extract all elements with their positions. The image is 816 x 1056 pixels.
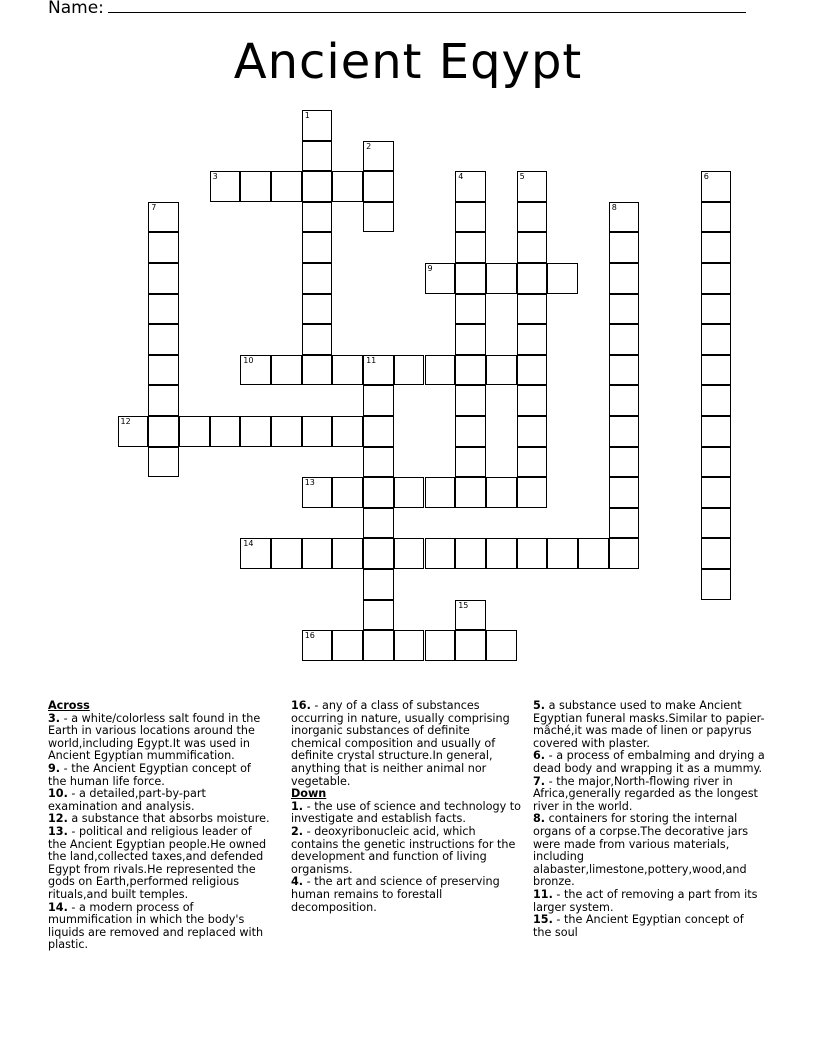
clue-item (291, 801, 521, 826)
clue-number: 10 (243, 355, 254, 365)
grid-cell[interactable] (302, 263, 333, 294)
grid-cell[interactable] (302, 141, 333, 172)
grid-cell[interactable] (148, 447, 179, 478)
grid-cell[interactable] (609, 477, 640, 508)
clue-section-header: Across (48, 699, 90, 712)
grid-cell[interactable] (363, 600, 394, 631)
grid-cell[interactable] (455, 263, 486, 294)
grid-cell[interactable] (455, 600, 486, 631)
grid-cell[interactable] (148, 232, 179, 263)
grid-cell[interactable] (332, 630, 363, 661)
grid-cell[interactable] (701, 263, 732, 294)
grid-cell[interactable] (425, 630, 456, 661)
clues-column-3 (533, 700, 765, 939)
clue-item (48, 788, 270, 813)
clue-item-text: - the art and science of preserving human remains to forestall decomposition. (291, 875, 500, 914)
grid-cell[interactable] (455, 294, 486, 325)
grid-cell[interactable] (455, 416, 486, 447)
grid-cell[interactable] (363, 508, 394, 539)
grid-cell[interactable] (609, 447, 640, 478)
grid-cell[interactable] (148, 355, 179, 386)
grid-cell[interactable] (302, 110, 333, 141)
clue-item-text: - the Ancient Egyptian concept of the soul (533, 913, 744, 939)
grid-cell[interactable] (148, 385, 179, 416)
grid-cell[interactable] (517, 263, 548, 294)
page-title: Ancient Eqypt (233, 34, 583, 90)
clue-item-number: 1. (291, 799, 304, 813)
clue-item-number: 2. (291, 824, 304, 838)
grid-cell[interactable] (302, 538, 333, 569)
clue-item-number: 5. (533, 699, 546, 712)
grid-cell[interactable] (609, 416, 640, 447)
clue-item-text: - the Ancient Egyptian concept of the human life force. (48, 761, 251, 788)
grid-cell[interactable] (302, 232, 333, 263)
clue-item (533, 889, 765, 914)
clue-number: 9 (427, 264, 433, 273)
clue-item-text: - a modern process of mummification in which the body's liquids are removed and replaced with plastic. (48, 900, 264, 952)
grid-cell[interactable] (240, 538, 271, 569)
grid-cell[interactable] (425, 538, 456, 569)
grid-cell[interactable] (455, 324, 486, 355)
grid-cell[interactable] (455, 232, 486, 263)
clue-item (48, 713, 270, 763)
grid-cell[interactable] (425, 355, 456, 386)
grid-cell[interactable] (517, 202, 548, 233)
clue-number: 4 (458, 172, 464, 182)
grid-cell[interactable] (271, 171, 302, 202)
clue-section-header: Down (291, 787, 327, 801)
grid-cell[interactable] (701, 324, 732, 355)
clue-number: 5 (519, 172, 525, 182)
clue-item-number: 3. (48, 711, 61, 725)
grid-cell[interactable] (210, 171, 241, 202)
clue-item-number: 15. (533, 913, 553, 927)
grid-cell[interactable] (486, 355, 517, 386)
grid-cell[interactable] (547, 263, 578, 294)
clue-number: 11 (366, 355, 377, 365)
grid-cell[interactable] (455, 477, 486, 508)
grid-cell[interactable] (547, 538, 578, 569)
grid-cell[interactable] (455, 447, 486, 478)
grid-cell[interactable] (701, 385, 732, 416)
grid-cell[interactable] (609, 202, 640, 233)
clue-item-number: 13. (48, 824, 68, 838)
grid-cell[interactable] (701, 508, 732, 539)
clue-number: 2 (366, 141, 372, 151)
grid-cell[interactable] (271, 355, 302, 386)
grid-cell[interactable] (609, 385, 640, 416)
grid-cell[interactable] (609, 324, 640, 355)
grid-cell[interactable] (578, 538, 609, 569)
grid-cell[interactable] (701, 569, 732, 600)
clue-item (291, 826, 521, 876)
clue-item (48, 763, 270, 788)
clue-item-number: 8. (533, 812, 546, 826)
clue-item-text: - a process of embalming and drying a dead body and wrapping it as a mummy. (533, 749, 765, 775)
clue-item-text: a substance that absorbs moisture. (67, 812, 270, 826)
clue-item (48, 902, 270, 952)
grid-cell[interactable] (363, 171, 394, 202)
grid-cell[interactable] (394, 630, 425, 661)
grid-cell[interactable] (701, 355, 732, 386)
grid-cell[interactable] (363, 538, 394, 569)
grid-cell[interactable] (363, 447, 394, 478)
clue-item (533, 813, 765, 889)
clue-item-number: 11. (533, 887, 553, 901)
grid-cell[interactable] (332, 477, 363, 508)
clue-number: 7 (151, 202, 157, 212)
clue-item (533, 700, 765, 750)
clue-item-text: a substance used to make Ancient Egyptian funeral masks.Similar to papier-mâché,it was made of linen or papyrus covered with plaster. (533, 699, 765, 750)
grid-cell[interactable] (148, 416, 179, 447)
grid-cell[interactable] (332, 538, 363, 569)
grid-cell[interactable] (271, 416, 302, 447)
grid-cell[interactable] (332, 355, 363, 386)
grid-cell[interactable] (363, 630, 394, 661)
grid-cell[interactable] (517, 171, 548, 202)
grid-cell[interactable] (240, 171, 271, 202)
grid-cell[interactable] (240, 416, 271, 447)
clue-item-number: 14. (48, 900, 68, 914)
clue-item-number: 4. (291, 875, 304, 889)
grid-cell[interactable] (455, 202, 486, 233)
grid-cell[interactable] (455, 630, 486, 661)
clue-item-number: 9. (48, 761, 61, 775)
grid-cell[interactable] (148, 324, 179, 355)
grid-cell[interactable] (517, 477, 548, 508)
clue-number: 8 (611, 202, 617, 212)
grid-cell[interactable] (118, 416, 149, 447)
clue-item-number: 7. (533, 774, 546, 788)
clue-item-text: - political and religious leader of the Ancient Egyptian people.He owned the land,collected taxes,and defended Egypt from rivals.He represented the gods on Earth,performed religious rituals,and built temples. (48, 824, 267, 901)
grid-cell[interactable] (363, 355, 394, 386)
clue-item (48, 826, 270, 902)
grid-cell[interactable] (363, 569, 394, 600)
grid-cell[interactable] (302, 171, 333, 202)
grid-cell[interactable] (210, 416, 241, 447)
grid-cell[interactable] (302, 355, 333, 386)
grid-cell[interactable] (425, 477, 456, 508)
grid-cell[interactable] (332, 416, 363, 447)
clue-item-text: - a white/colorless salt found in the Earth in various locations around the world,including Egypt.It was used in Ancient Egyptian mummification. (48, 711, 261, 763)
clues-column-2 (291, 700, 521, 914)
grid-cell[interactable] (517, 294, 548, 325)
grid-cell[interactable] (609, 508, 640, 539)
grid-cell[interactable] (302, 324, 333, 355)
clue-number: 6 (703, 172, 709, 182)
grid-cell[interactable] (486, 263, 517, 294)
grid-cell[interactable] (701, 232, 732, 263)
grid-cell[interactable] (609, 263, 640, 294)
grid-cell[interactable] (517, 232, 548, 263)
grid-cell[interactable] (148, 263, 179, 294)
clue-number: 13 (304, 478, 315, 488)
grid-cell[interactable] (271, 538, 302, 569)
grid-cell[interactable] (302, 630, 333, 661)
clue-item-number: 10. (48, 787, 68, 801)
grid-cell[interactable] (701, 294, 732, 325)
grid-cell[interactable] (609, 538, 640, 569)
grid-cell[interactable] (701, 202, 732, 233)
clue-item (533, 914, 765, 939)
grid-cell[interactable] (332, 171, 363, 202)
clue-number: 1 (304, 111, 310, 120)
clues-column-1 (48, 700, 270, 952)
grid-cell[interactable] (148, 202, 179, 233)
grid-cell[interactable] (302, 416, 333, 447)
clue-number: 12 (120, 417, 131, 426)
clue-item-text: - deoxyribonucleic acid, which contains the genetic instructions for the development and function of living organisms. (291, 824, 516, 876)
grid-cell[interactable] (609, 294, 640, 325)
grid-cell[interactable] (486, 630, 517, 661)
clue-number: 16 (304, 631, 315, 641)
clue-item (291, 876, 521, 914)
grid-cell[interactable] (517, 447, 548, 478)
grid-cell[interactable] (302, 477, 333, 508)
grid-cell[interactable] (517, 385, 548, 416)
clue-item-text: - the use of science and technology to investigate and establish facts. (291, 799, 521, 826)
grid-cell[interactable] (609, 232, 640, 263)
grid-cell[interactable] (302, 294, 333, 325)
clue-number: 3 (212, 172, 218, 182)
clue-item-text: - the major,North-flowing river in Africa,generally regarded as the longest river in the world. (533, 774, 758, 813)
grid-cell[interactable] (517, 416, 548, 447)
clue-item-text: - the act of removing a part from its larger system. (533, 887, 758, 914)
grid-cell[interactable] (701, 171, 732, 202)
grid-cell[interactable] (455, 385, 486, 416)
clue-item-text: - any of a class of substances occurring in nature, usually comprising inorganic substances of definite chemical composition and usually of definite crystal structure.In general, anything that is neither animal nor vegetable. (291, 699, 510, 788)
grid-cell[interactable] (148, 294, 179, 325)
grid-cell[interactable] (455, 538, 486, 569)
clue-item-number: 12. (48, 812, 68, 826)
grid-cell[interactable] (701, 416, 732, 447)
grid-cell[interactable] (363, 141, 394, 172)
grid-cell[interactable] (179, 416, 210, 447)
grid-cell[interactable] (394, 477, 425, 508)
clue-item (291, 700, 521, 788)
grid-cell[interactable] (302, 202, 333, 233)
name-label: Name: (48, 0, 104, 18)
clue-number: 14 (243, 539, 254, 549)
clue-item-text: - a detailed,part-by-part examination and analysis. (48, 787, 206, 813)
grid-cell[interactable] (455, 355, 486, 386)
grid-cell[interactable] (394, 538, 425, 569)
clue-item-number: 6. (533, 749, 546, 763)
clue-item (533, 750, 765, 775)
grid-cell[interactable] (363, 202, 394, 233)
grid-cell[interactable] (425, 263, 456, 294)
clue-item-number: 16. (291, 699, 311, 712)
clue-item (533, 776, 765, 814)
grid-cell[interactable] (701, 477, 732, 508)
grid-cell[interactable] (701, 538, 732, 569)
grid-cell[interactable] (609, 355, 640, 386)
grid-cell[interactable] (363, 416, 394, 447)
grid-cell[interactable] (363, 477, 394, 508)
grid-cell[interactable] (701, 447, 732, 478)
clue-item-text: containers for storing the internal organs of a corpse.The decorative jars were made from various materials, including alabaster,limestone,pottery,wood,and bronze. (533, 812, 749, 889)
grid-cell[interactable] (240, 355, 271, 386)
grid-cell[interactable] (394, 355, 425, 386)
grid-cell[interactable] (363, 385, 394, 416)
clue-number: 15 (458, 600, 469, 610)
grid-cell[interactable] (486, 477, 517, 508)
grid-cell[interactable] (517, 324, 548, 355)
grid-cell[interactable] (517, 538, 548, 569)
grid-cell[interactable] (455, 171, 486, 202)
grid-cell[interactable] (486, 538, 517, 569)
grid-cell[interactable] (517, 355, 548, 386)
